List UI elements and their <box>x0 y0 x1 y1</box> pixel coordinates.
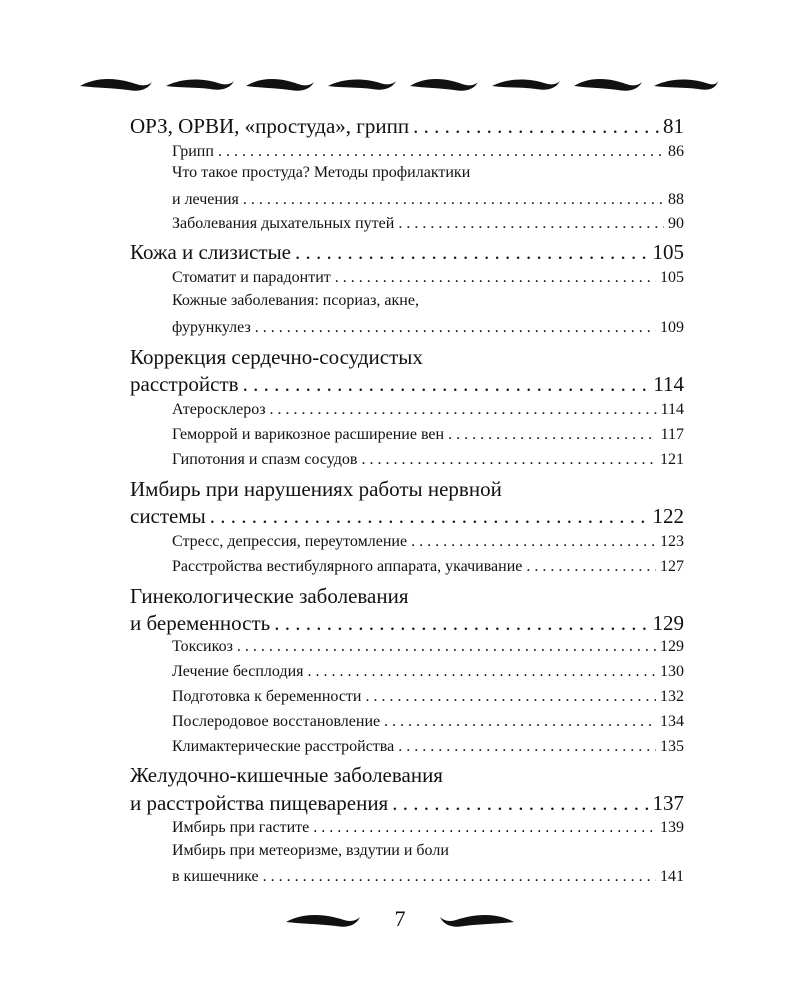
toc-subentry <box>172 817 684 837</box>
toc-entry-title: Лечение бесплодия <box>172 663 304 680</box>
leader-dots <box>243 372 650 397</box>
toc-subentry <box>172 189 684 209</box>
leader-dots <box>237 638 656 656</box>
toc-entry-page: 139 <box>660 819 684 836</box>
toc-entry-page: 122 <box>652 504 684 528</box>
toc-entry-page: 105 <box>652 240 684 264</box>
toc-entry-page: 86 <box>668 143 684 160</box>
toc-entry-title: Стресс, депрессия, переутомление <box>172 533 408 550</box>
toc-subentry <box>172 866 684 886</box>
toc-entry <box>130 241 684 265</box>
leader-dots <box>411 533 656 551</box>
toc-entry-page: 105 <box>660 269 684 286</box>
toc-entry-title: Послеродовое восстановление <box>172 713 381 730</box>
toc-entry-page: 90 <box>668 215 684 232</box>
toc-entry-page: 134 <box>660 713 684 730</box>
toc-entry-title: Подготовка к беременности <box>172 688 362 705</box>
toc-entry-page: 117 <box>660 426 684 443</box>
leader-dots <box>398 215 664 233</box>
top-ornament-divider <box>78 70 720 102</box>
toc-entry-page: 88 <box>668 191 684 208</box>
toc-entry-page: 109 <box>660 319 684 336</box>
toc-subentry <box>172 141 684 161</box>
toc-entry-title: Заболевания дыхательных путей <box>172 215 395 232</box>
leader-dots <box>448 426 657 444</box>
toc-entry-title-line1: Гинекологические заболевания <box>130 584 409 608</box>
toc-entry-title: Геморрой и варикозное расширение вен <box>172 426 445 443</box>
toc-entry-title: Грипп <box>172 143 214 160</box>
toc-entry-title: Кожа и слизистые <box>130 240 292 264</box>
leader-dots <box>526 558 656 576</box>
toc-entry <box>130 792 684 816</box>
leader-dots <box>270 401 657 419</box>
toc-entry-page: 81 <box>663 114 684 138</box>
toc-subentry <box>172 424 684 444</box>
toc-entry-page: 141 <box>660 868 684 885</box>
leader-dots <box>243 191 664 209</box>
leader-dots <box>361 451 656 469</box>
toc-entry-page: 130 <box>660 663 684 680</box>
toc-subentry <box>172 556 684 576</box>
toc-subentry <box>172 636 684 656</box>
toc-subentry <box>172 736 684 756</box>
toc-subentry <box>172 317 684 337</box>
toc-entry-title: Климактерические расстройства <box>172 738 395 755</box>
toc-entry-title-line2: фурункулез <box>172 319 251 336</box>
toc-entry-page: 114 <box>660 401 684 418</box>
toc-subentry <box>172 213 684 233</box>
leader-dots <box>384 713 656 731</box>
toc-entry-title-line1: Кожные заболевания: псориаз, акне, <box>172 292 419 309</box>
leader-dots <box>255 319 656 337</box>
toc-entry-page: 135 <box>660 738 684 755</box>
leader-dots <box>335 269 656 287</box>
toc-entry-title-line1: Коррекция сердечно-сосудистых <box>130 345 423 369</box>
toc-entry <box>130 505 684 529</box>
toc-entry-title-line1: Желудочно-кишечные заболевания <box>130 763 443 787</box>
toc-entry-page: 127 <box>660 558 684 575</box>
toc-entry-page: 114 <box>653 372 684 396</box>
toc-entry-page: 129 <box>660 638 684 655</box>
toc-entry <box>130 373 684 397</box>
toc-entry-title: Стоматит и парадонтит <box>172 269 331 286</box>
toc-entry-title: Расстройства вестибулярного аппарата, укачивание <box>172 558 523 575</box>
toc-entry-page: 121 <box>660 451 684 468</box>
leader-dots <box>392 791 648 816</box>
toc-entry-title-line1: Что такое простуда? Методы профилактики <box>172 164 471 181</box>
leader-dots <box>274 611 648 636</box>
toc-entry-page: 123 <box>660 533 684 550</box>
toc-entry-title-line2: в кишечнике <box>172 868 259 885</box>
toc-entry-page: 132 <box>660 688 684 705</box>
toc-entry-title-line2: и лечения <box>172 191 239 208</box>
leader-dots <box>263 868 656 886</box>
leader-dots <box>210 504 649 529</box>
toc-subentry <box>172 449 684 469</box>
toc-subentry <box>172 399 684 419</box>
toc-entry <box>130 115 684 139</box>
leader-dots <box>398 738 656 756</box>
toc-entry-title-line1: Имбирь при нарушениях работы нервной <box>130 477 502 501</box>
toc-subentry <box>172 531 684 551</box>
toc-entry <box>130 612 684 636</box>
toc-entry-title: Имбирь при гастите <box>172 819 310 836</box>
leader-dots <box>313 819 656 837</box>
leader-dots <box>218 143 664 161</box>
toc-entry-title-line2: и расстройства пищеварения <box>130 791 389 815</box>
leader-dots <box>295 240 648 265</box>
leader-dots <box>413 114 659 139</box>
leader-dots <box>365 688 656 706</box>
page-number: 7 <box>394 906 406 931</box>
toc-entry-title: Токсикоз <box>172 638 233 655</box>
toc-entry-title: Гипотония и спазм сосудов <box>172 451 358 468</box>
toc-entry-title-line1: Имбирь при метеоризме, вздутии и боли <box>172 842 449 859</box>
toc-subentry <box>172 711 684 731</box>
toc-entry-title: ОРЗ, ОРВИ, «простуда», грипп <box>130 114 410 138</box>
toc-subentry <box>172 661 684 681</box>
toc-subentry <box>172 686 684 706</box>
toc-entry-title-line2: расстройств <box>130 372 239 396</box>
toc-entry-page: 129 <box>652 611 684 635</box>
leader-dots <box>308 663 657 681</box>
toc-entry-page: 137 <box>652 791 684 815</box>
toc-entry-title-line2: системы <box>130 504 206 528</box>
toc-entry-title-line2: и беременность <box>130 611 271 635</box>
toc-subentry <box>172 267 684 287</box>
toc-entry-title: Атеросклероз <box>172 401 266 418</box>
